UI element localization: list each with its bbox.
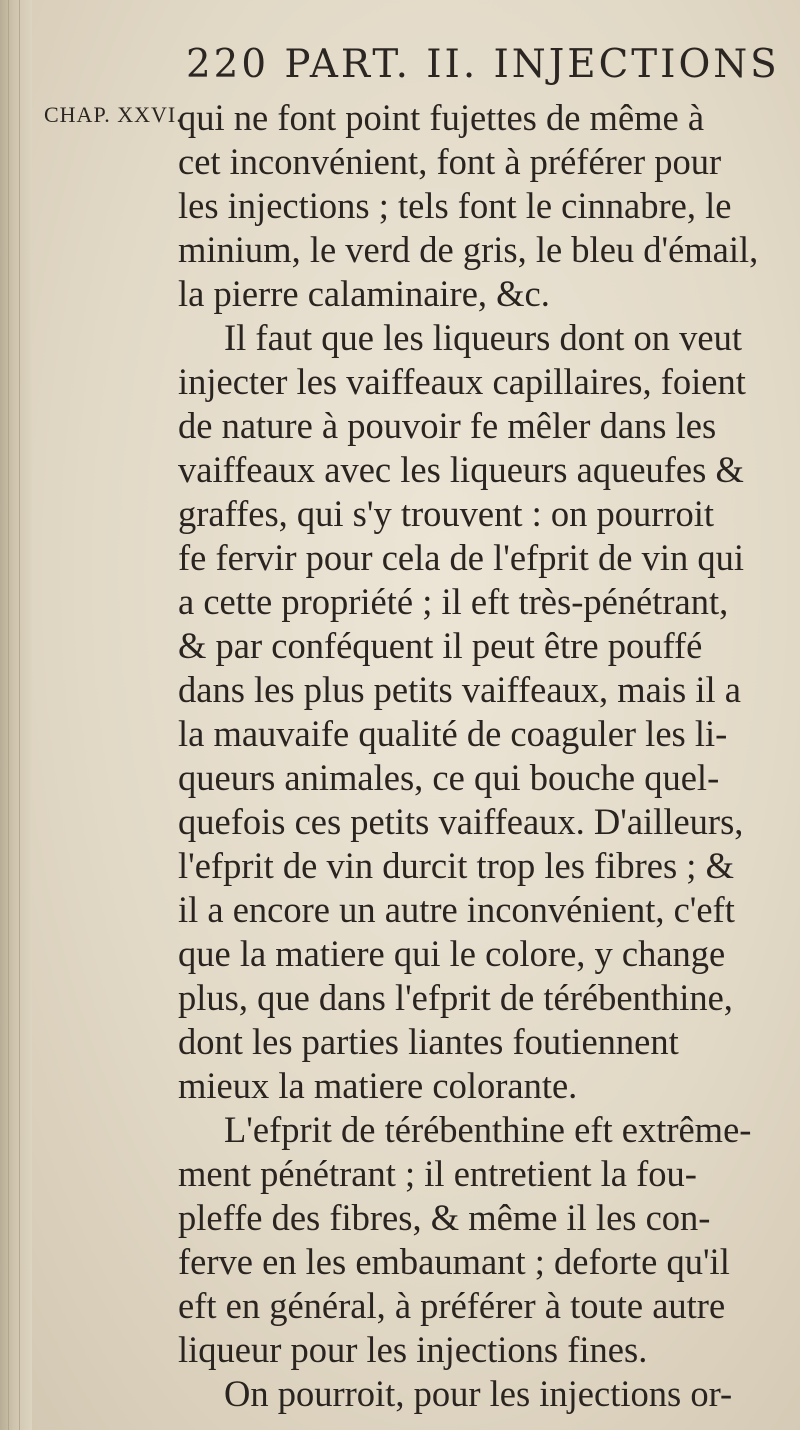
text-line: de nature à pouvoir fe mêler dans les [178,405,717,446]
text-line: L'efprit de térébenthine eft extrême- [224,1109,752,1150]
text-line: la mauvaife qualité de coaguler les li- [178,713,728,754]
text-line: liqueur pour les injections fines. [178,1329,648,1370]
running-head: 220 PART. II. INJECTIONS [186,42,780,87]
text-line: fe fervir pour cela de l'efprit de vin qui [178,537,744,578]
page-gutter [0,0,32,1430]
text-line: a cette propriété ; il eft très-pénétrant, [178,581,729,622]
text-line: vaiffeaux avec les liqueurs aqueufes & [178,449,744,490]
text-line: ferve en les embaumant ; deforte qu'il [178,1241,730,1282]
chapter-marker: CHAP. XXVI. [44,102,183,127]
text-line: plus, que dans l'efprit de térébenthine, [178,977,733,1018]
gutter-line [19,0,20,1430]
text-line: cet inconvénient, font à préférer pour [178,141,722,182]
text-line: graffes, qui s'y trouvent : on pourroit [178,493,715,534]
text-line: injecter les vaiffeaux capillaires, foient [178,361,746,402]
text-line: il a encore un autre inconvénient, c'eft [178,889,735,930]
text-line: eft en général, à préférer à toute autre [178,1285,726,1326]
text-line: On pourroit, pour les injections or- [224,1373,733,1414]
text-line: dans les plus petits vaiffeaux, mais il a [178,669,741,710]
text-line: que la matiere qui le colore, y change [178,933,726,974]
text-line: queurs animales, ce qui bouche quel- [178,757,720,798]
text-line: mieux la matiere colorante. [178,1065,578,1106]
text-line: quefois ces petits vaiffeaux. D'ailleurs, [178,801,744,842]
text-line: qui ne font point fujettes de même à [178,97,705,138]
text-line: Il faut que les liqueurs dont on veut [224,317,742,358]
text-line: minium, le verd de gris, le bleu d'émail, [178,229,759,270]
text-line: les injections ; tels font le cinnabre, le [178,185,732,226]
text-line: & par conféquent il peut être pouffé [178,625,703,666]
text-line: la pierre calaminaire, &c. [178,273,550,314]
text-line: ment pénétrant ; il entretient la fou- [178,1153,697,1194]
gutter-line [8,0,9,1430]
text-line: dont les parties liantes foutiennent [178,1021,679,1062]
text-line: l'efprit de vin durcit trop les fibres ; & [178,845,734,886]
text-line: pleffe des fibres, & même il les con- [178,1197,711,1238]
